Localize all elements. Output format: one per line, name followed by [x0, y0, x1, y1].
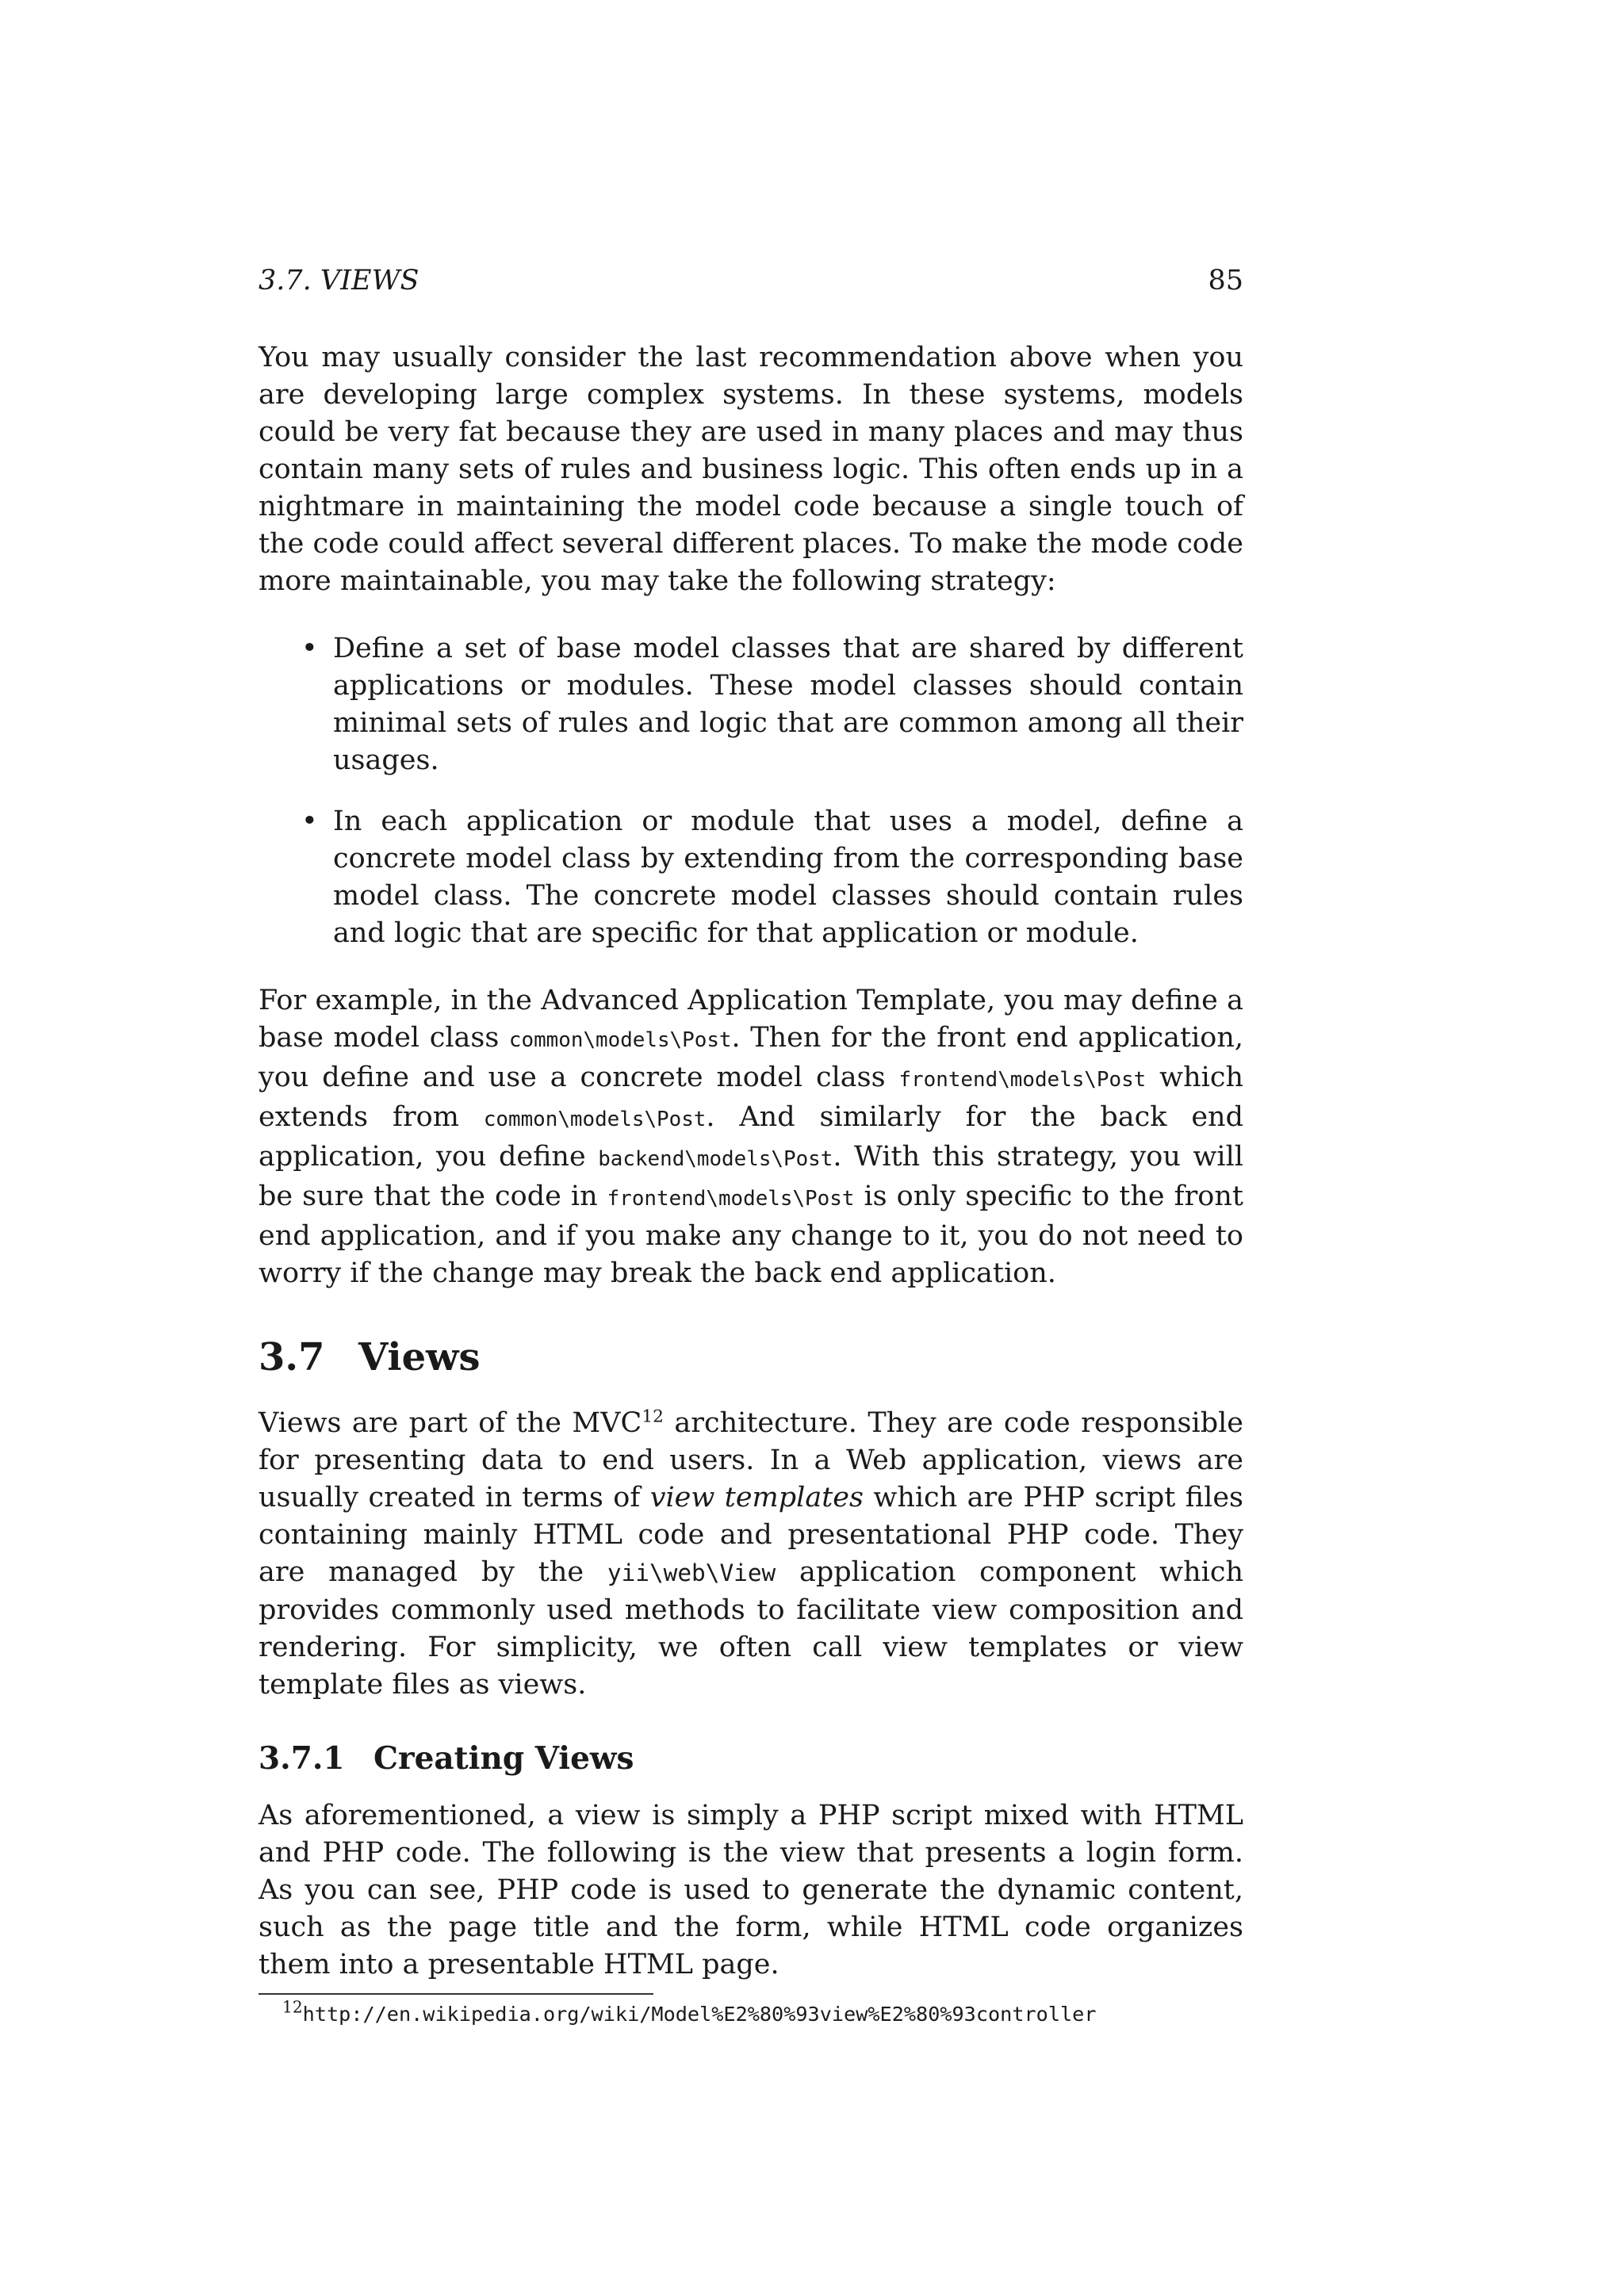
- list-item: • In each application or module that uses a model, define a concrete model class by extending from the corresponding base model class. The concrete model classes should contain rules and logic that are specific for that application or module.: [333, 803, 1243, 952]
- code-backend-post: backend\models\Post: [598, 1147, 833, 1171]
- views-paragraph: [259, 1405, 1243, 1704]
- subsection-number: 3.7.1: [259, 1740, 345, 1777]
- intro-paragraph: You may usually consider the last recommendation above when you are developing large complex systems. In these systems, models could be very fat because they are used in many places and may thus contain many sets of rules and business logic. This often ends up in a nightmare in maintaining the model code because a single touch of the code could affect several different places. To make the mode code more maintainable, you may take the following strategy:: [259, 342, 1243, 597]
- views-text: application component which provides commonly used methods to facilitate view composition and rendering. For simplicity, we often call view templates or view template files as views.: [259, 1556, 1243, 1701]
- example-text: . Then for the front end application, you define and use a concrete model class: [259, 1022, 1244, 1093]
- footnote-url[interactable]: http://en.wikipedia.org/wiki/Model%E2%80%93view%E2%80%93controller: [302, 2003, 1097, 2026]
- footnote-ref: 12: [642, 1406, 664, 1427]
- code-frontend-post: frontend\models\Post: [607, 1187, 855, 1211]
- strategy-list: [259, 630, 1243, 952]
- footnote-divider: [259, 1993, 653, 1995]
- code-yii-web-view: yii\web\View: [607, 1559, 776, 1586]
- list-item: • Define a set of base model classes that are shared by different applications or modules. These model classes should contain minimal sets of rules and logic that are common among all their usages.: [333, 630, 1243, 779]
- code-common-post: common\models\Post: [508, 1028, 732, 1052]
- section-heading: [259, 1334, 1243, 1381]
- footnote: [259, 1998, 1243, 2030]
- emphasis-view-templates: view templates: [649, 1482, 864, 1513]
- views-text: Views are part of the MVC: [259, 1407, 642, 1439]
- subsection-title: Creating Views: [373, 1740, 634, 1777]
- page-number: 85: [1208, 265, 1243, 297]
- document-page: [259, 262, 1243, 2030]
- footnote-number: 12: [282, 1997, 303, 2017]
- example-text: is only specific to the front end application, and if you make any change to it, you do not need to worry if the change may break the back end application.: [259, 1181, 1243, 1289]
- example-text: . And similarly for the back end application, you define: [259, 1101, 1243, 1173]
- running-title: 3.7. VIEWS: [259, 265, 419, 297]
- code-common-post: common\models\Post: [483, 1108, 707, 1131]
- example-paragraph: [259, 982, 1243, 1292]
- creating-views-paragraph: As aforementioned, a view is simply a PHP script mixed with HTML and PHP code. The following is the view that presents a login form. As you can see, PHP code is used to generate the dynamic content, such as the page title and the form, while HTML code organizes them into a presentable HTML page.: [259, 1800, 1243, 1980]
- example-text: For example, in the Advanced Application Template, you may define a base model class: [259, 985, 1243, 1054]
- running-header: [259, 262, 1243, 300]
- views-text: architecture. They are code responsible for presenting data to end users. In a Web application, views are usually created in terms of: [259, 1407, 1244, 1513]
- code-frontend-post: frontend\models\Post: [898, 1068, 1147, 1092]
- example-text: which extends from: [259, 1062, 1243, 1133]
- section-number: 3.7: [259, 1335, 325, 1380]
- subsection-heading: [259, 1739, 1243, 1778]
- views-text: which are PHP script files containing mainly HTML code and presentational PHP code. They are managed by the: [259, 1482, 1243, 1588]
- section-title: Views: [358, 1335, 481, 1380]
- example-text: . With this strategy, you will be sure that the code in: [259, 1141, 1243, 1212]
